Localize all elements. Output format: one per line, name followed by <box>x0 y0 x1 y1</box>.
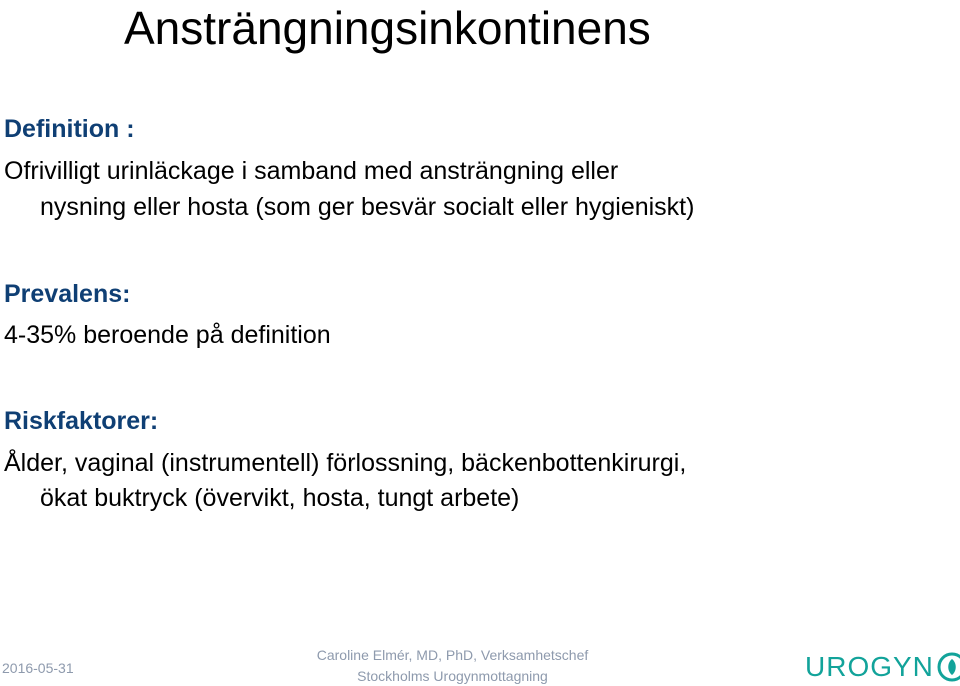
urogyn-logo <box>805 651 960 683</box>
logo-text: UROGYN <box>805 651 934 682</box>
prevalence-label: Prevalens: <box>4 280 131 308</box>
definition-text-line-2: nysning eller hosta (som ger besvär socialt eller hygieniskt) <box>40 193 695 221</box>
risk-factors-label: Riskfaktorer: <box>4 407 159 435</box>
footer-author: Caroline Elmér, MD, PhD, Verksamhetschef <box>316 647 589 663</box>
footer-date: 2016-05-31 <box>2 660 74 676</box>
risk-factors-text-line-2: ökat buktryck (övervikt, hosta, tungt arbete) <box>40 484 520 512</box>
risk-factors-text-line-1: Ålder, vaginal (instrumentell) förlossning, bäckenbottenkirurgi, <box>4 449 687 477</box>
definition-label: Definition : <box>4 115 135 143</box>
slide-title: Ansträngningsinkontinens <box>124 2 651 54</box>
definition-text-line-1: Ofrivilligt urinläckage i samband med ansträngning eller <box>4 157 619 185</box>
prevalence-text: 4-35% beroende på definition <box>4 321 331 349</box>
urogyn-leaf-icon <box>937 652 960 682</box>
footer-organization: Stockholms Urogynmottagning <box>357 668 548 684</box>
